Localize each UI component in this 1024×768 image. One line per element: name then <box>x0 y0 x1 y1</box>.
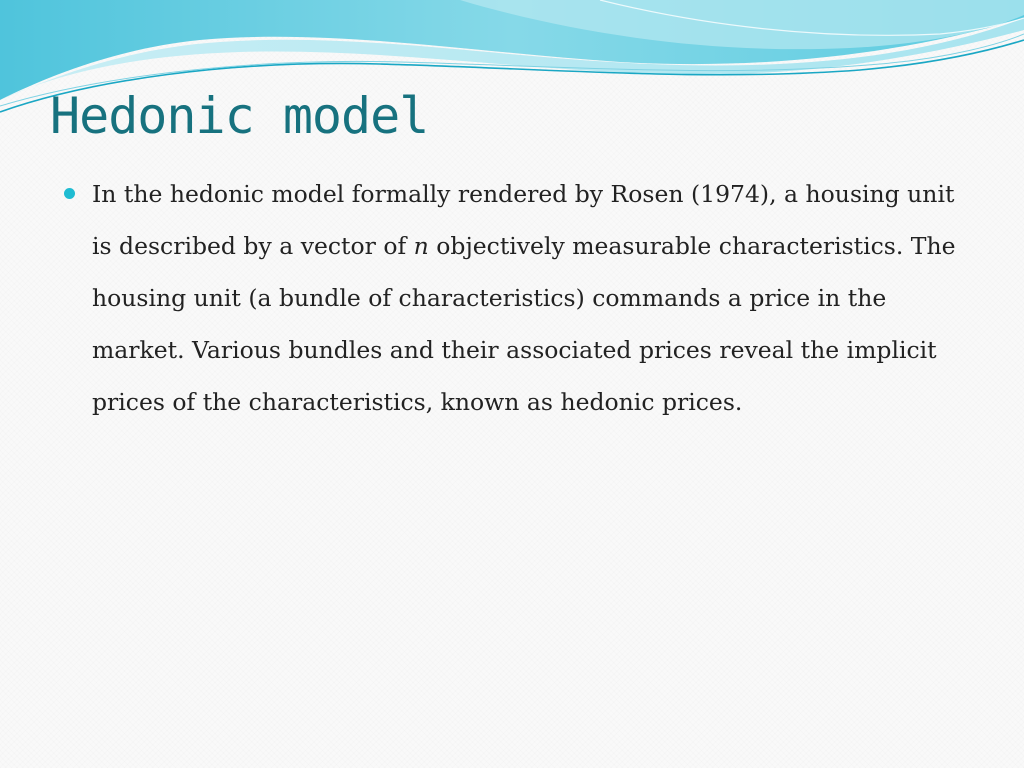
bullet-text <box>92 180 956 416</box>
bullet-text-part: In the hedonic model formally rendered by Rosen (1974), a housing unit is described by a vector of <box>92 180 955 260</box>
bullet-text-part: objectively measurable characteristics. The housing unit (a bundle of characteristics) commands a price in the market. Various bundles and their associated prices reveal the implicit prices of the characteristics, known as hedonic prices. <box>92 232 956 416</box>
slide-title: Hedonic model <box>50 87 429 145</box>
bullet-list <box>60 168 970 428</box>
variable-n: n <box>413 232 429 260</box>
bullet-item <box>60 168 970 428</box>
bullet-dot-icon <box>64 188 75 199</box>
